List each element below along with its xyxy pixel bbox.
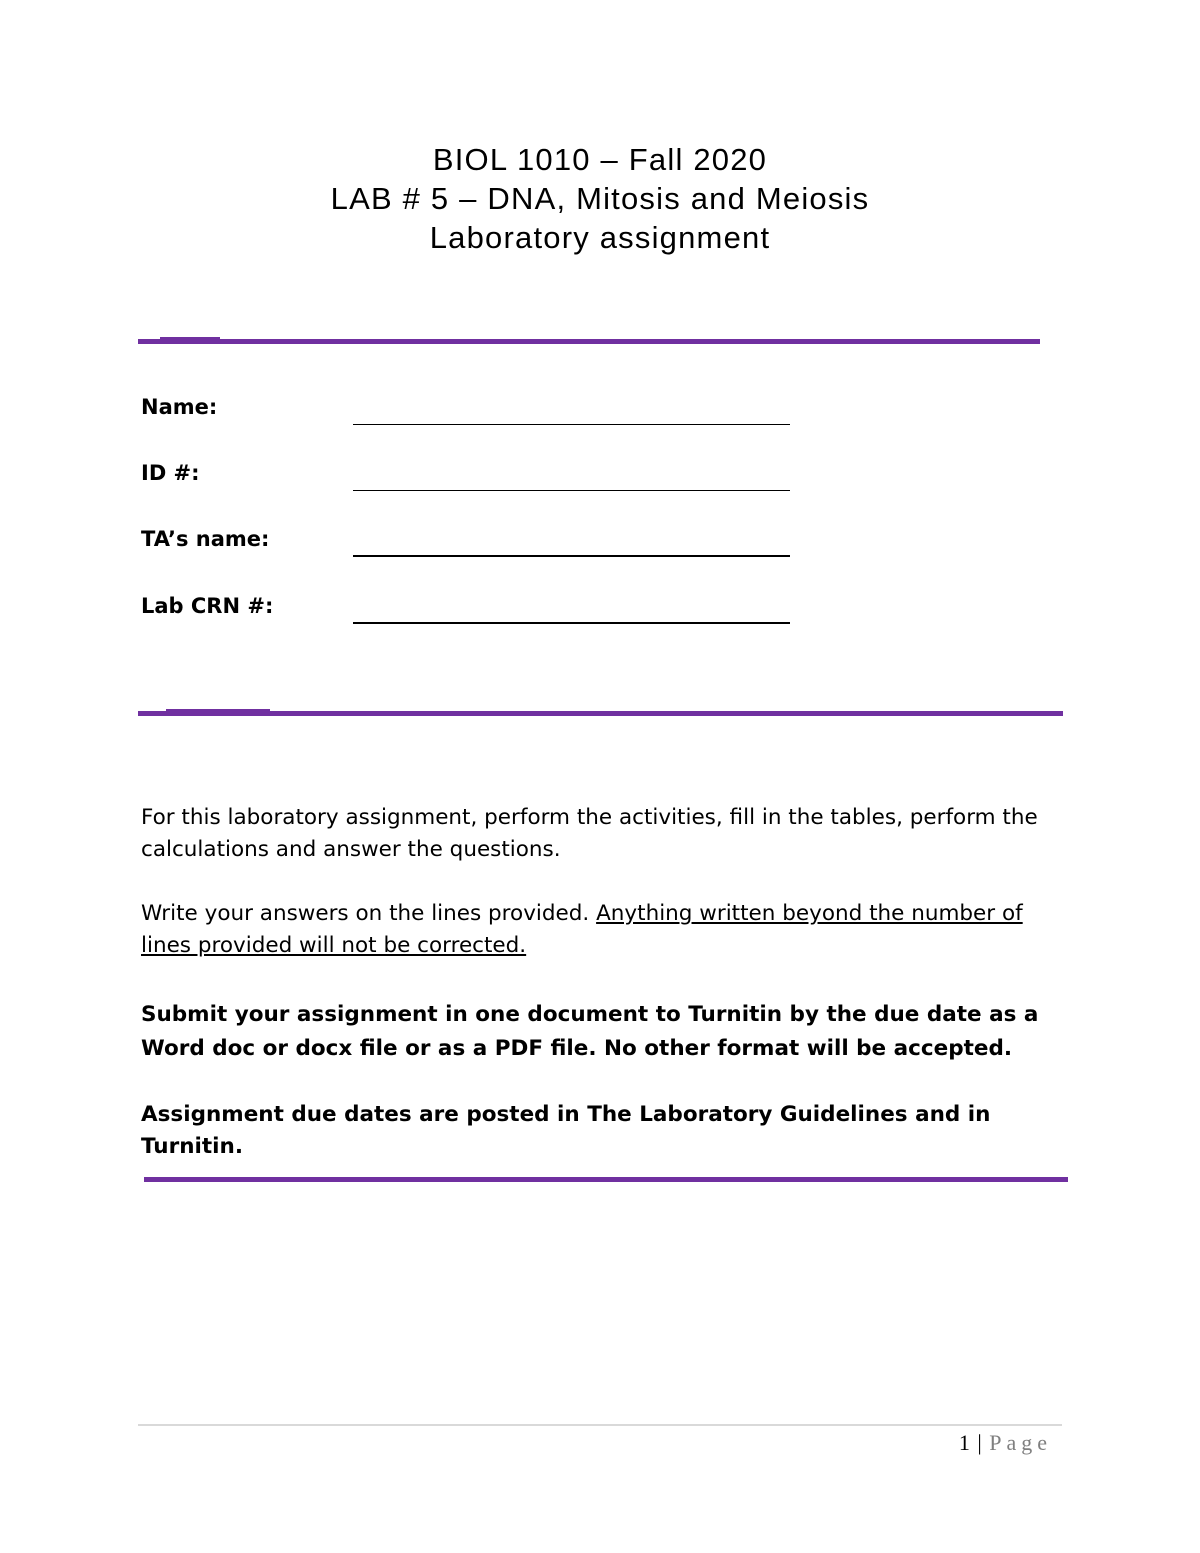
divider-bottom — [144, 1177, 1068, 1182]
document-title — [0, 140, 1200, 257]
ta-name-entry-line[interactable] — [353, 555, 790, 557]
page-number-value: 1 — [958, 1430, 970, 1455]
answer-lines-paragraph — [141, 898, 1061, 962]
id-label: ID #: — [141, 461, 200, 485]
divider-middle — [138, 711, 1063, 716]
id-field — [141, 451, 801, 491]
name-entry-line[interactable] — [353, 424, 790, 425]
id-entry-line[interactable] — [353, 490, 790, 491]
page-separator: | — [977, 1430, 982, 1455]
ta-name-field — [141, 517, 801, 557]
page-word: Page — [989, 1430, 1052, 1455]
name-field — [141, 385, 801, 425]
assignment-subtitle: Laboratory assignment — [429, 220, 771, 255]
divider-top — [138, 339, 1040, 344]
lab-crn-entry-line[interactable] — [353, 622, 790, 624]
ta-name-label: TA’s name: — [141, 527, 270, 551]
page-number — [959, 1430, 1052, 1456]
answer-lines-text: Write your answers on the lines provided. — [141, 901, 597, 926]
submission-paragraph: Submit your assignment in one document to Turnitin by the due date as a Word doc or docx file or as a PDF file. No other format will be accepted. — [141, 1002, 1039, 1061]
footer-divider — [138, 1424, 1062, 1426]
due-dates-paragraph: Assignment due dates are posted in The Laboratory Guidelines and in Turnitin. — [141, 1102, 991, 1159]
lab-crn-label: Lab CRN #: — [141, 594, 274, 618]
instructions-paragraph: For this laboratory assignment, perform the activities, fill in the tables, perform the calculations and answer the questions. — [141, 805, 1038, 862]
name-label: Name: — [141, 395, 218, 419]
lab-crn-field — [141, 584, 801, 624]
course-title: BIOL 1010 – Fall 2020 — [432, 142, 768, 177]
correction-warning: Anything written beyond the number of lines provided will not be corrected. — [141, 901, 1023, 958]
lab-title: LAB # 5 – DNA, Mitosis and Meiosis — [330, 181, 870, 216]
